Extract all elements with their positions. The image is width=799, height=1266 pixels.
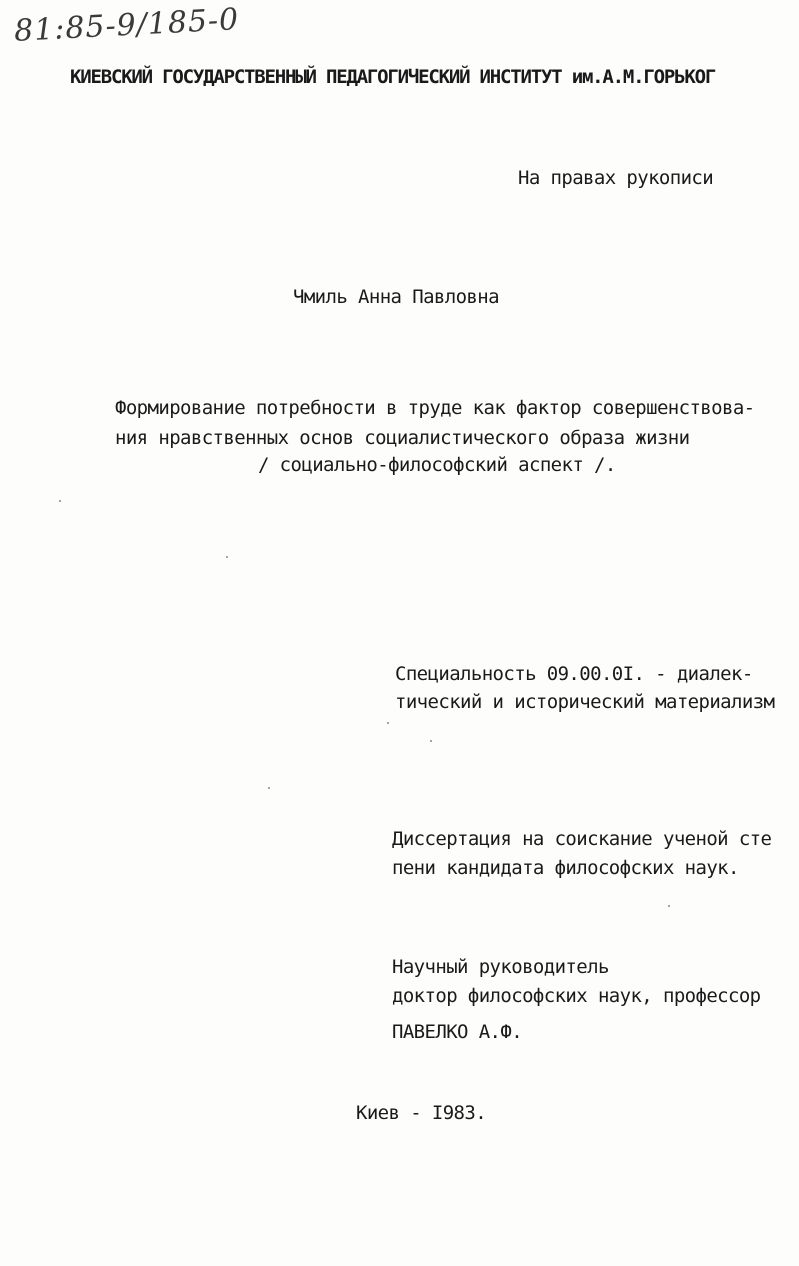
title-line-2: ния нравственных основ социалистического образа жизни <box>115 427 690 449</box>
scan-speck <box>430 740 432 742</box>
scan-speck <box>387 722 389 724</box>
specialty-line-2: тический и исторический материализм <box>395 691 775 713</box>
scan-speck <box>226 556 228 558</box>
institute-header: КИЕВСКИЙ ГОСУДАРСТВЕННЫЙ ПЕДАГОГИЧЕСКИЙ ИНСТИТУТ им.А.М.ГОРЬКОГ <box>70 66 716 88</box>
scan-speck <box>268 787 270 789</box>
supervisor-line-1: Научный руководитель <box>392 956 609 978</box>
author-name: Чмиль Анна Павловна <box>293 286 499 308</box>
supervisor-name: ПАВЕЛКО А.Ф. <box>392 1021 523 1043</box>
title-line-1: Формирование потребности в труде как фактор совершенствова- <box>115 397 755 419</box>
scan-speck <box>59 500 61 502</box>
specialty-line-1: Специальность 09.00.0I. - диалек- <box>395 663 753 685</box>
city-year: Киев - I983. <box>356 1102 487 1124</box>
title-line-3: / социально-философский аспект /. <box>258 454 616 476</box>
dissertation-line-1: Диссертация на соискание ученой сте <box>392 828 772 850</box>
archive-mark: 81:85-9/185-0 <box>13 2 241 49</box>
rights-note: На правах рукописи <box>518 167 714 189</box>
supervisor-line-2: доктор философских наук, профессор <box>392 985 761 1007</box>
scan-speck <box>668 905 670 907</box>
dissertation-line-2: пени кандидата философских наук. <box>392 857 739 879</box>
